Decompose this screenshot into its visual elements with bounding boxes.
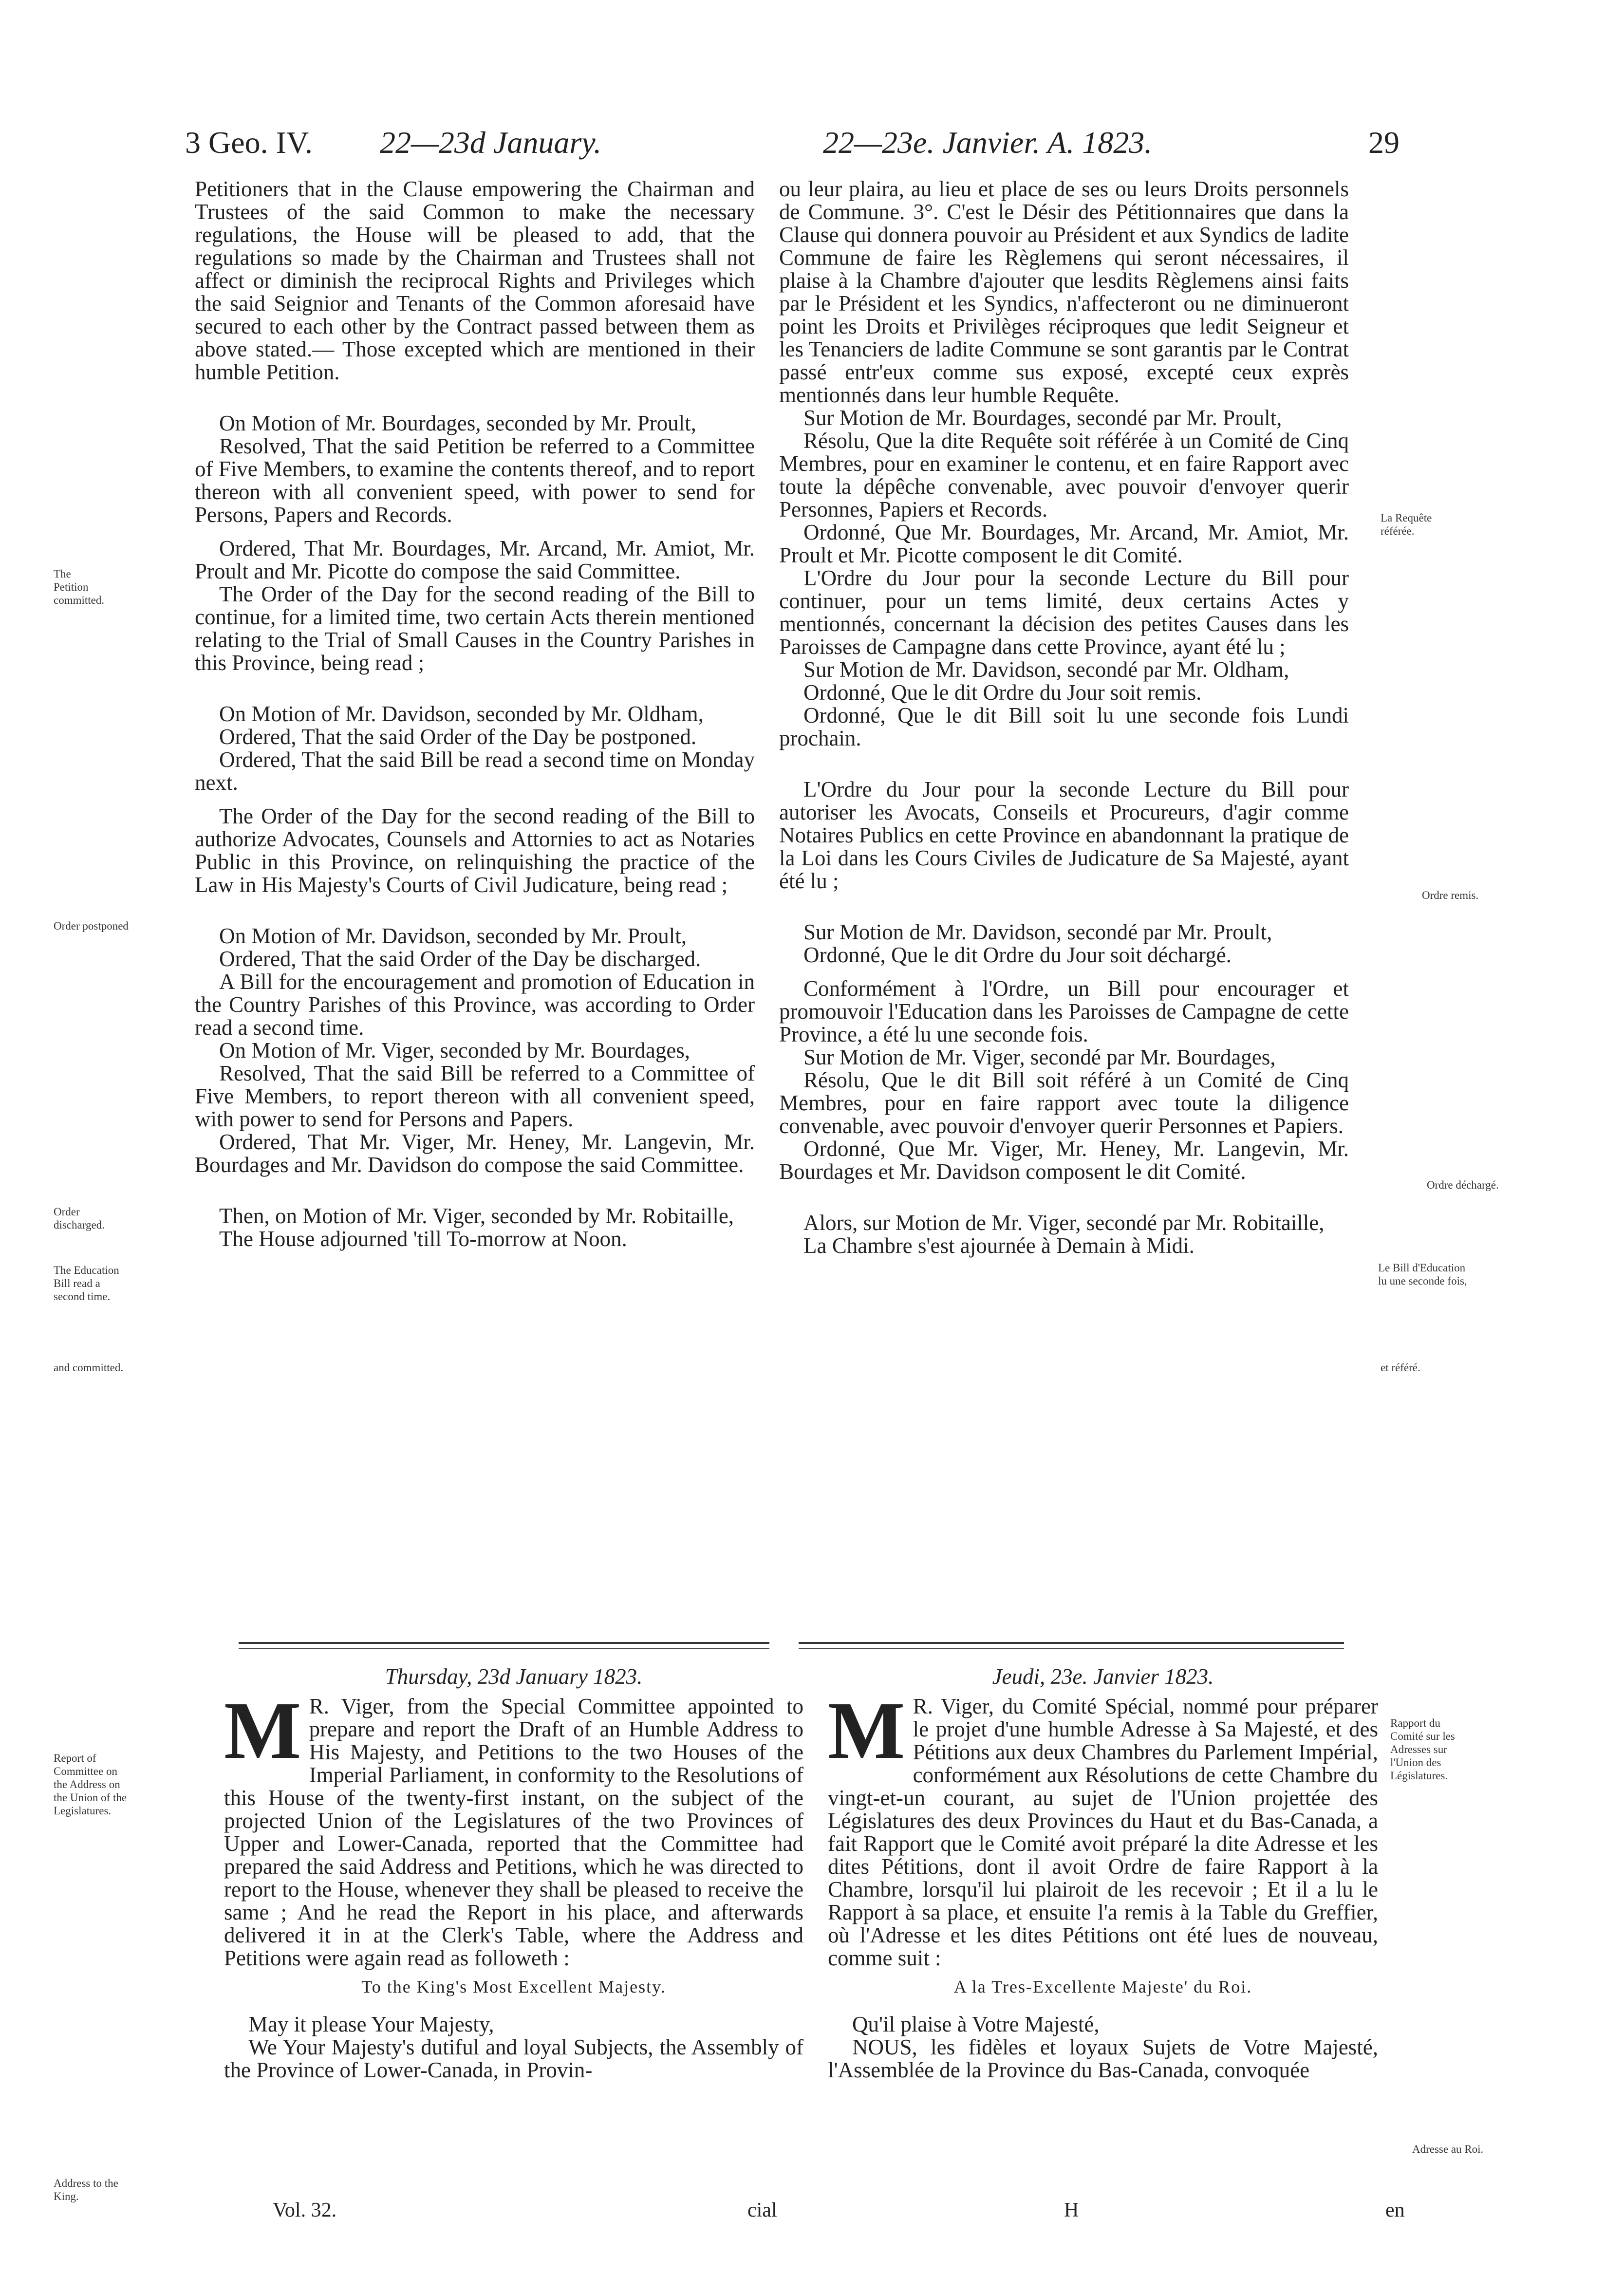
margin-note-requete-referee: La Requête référée. — [1381, 512, 1432, 537]
margin-note-ordre-decharge: Ordre déchargé. — [1427, 1179, 1499, 1191]
french-column-bottom — [828, 1665, 1378, 2082]
en-address-heading: To the King's Most Excellent Majesty. — [361, 1977, 666, 1996]
fr-dropcap: M — [828, 1685, 905, 1776]
fr-date-heading: Jeudi, 23e. Janvier 1823. — [992, 1664, 1214, 1689]
fr-order-day-2: L'Ordre du Jour pour la seconde Lecture du Bill pour autoriser les Avocats, Conseils et Procureurs, d'agir comme Notaires Publics en cette Province en abandonnant la pratique de la Loi dans les Cours Civiles de Judicature de Sa Majesté, ayant été lu ; — [779, 777, 1349, 893]
divider-rule-french-thin — [799, 1648, 1344, 1649]
fr-bill-education: Conformément à l'Ordre, un Bill pour encourager et promouvoir l'Education dans les Paroisses de Campagne de cette Province, a été lu une seconde fois. — [779, 976, 1349, 1046]
fr-ordered-1: Ordonné, Que Mr. Bourdages, Mr. Arcand, Mr. Amiot, Mr. Proult et Mr. Picotte composent le dit Comité. — [779, 520, 1349, 567]
en-order-day-2: The Order of the Day for the second reading of the Bill to authorize Advocates, Counsels and Attornies to act as Notaries Public in this Province, on relinquishing the practice of the Law in His Majesty's Courts of Civil Judicature, being read ; — [195, 804, 755, 897]
fr-resolved-1: Résolu, Que la dite Requête soit référée à un Comité de Cinq Membres, pour en examiner le contenu, et en faire Rapport avec toute la dépêche convenable, avec pouvoir d'envoyer querir Personnes, Papiers et Records. — [779, 429, 1349, 522]
margin-note-education-bill: The Education Bill read a second time. — [54, 1264, 119, 1303]
header-reign: 3 Geo. IV. — [185, 125, 313, 160]
fr-adjourned: La Chambre s'est ajournée à Demain à Midi. — [803, 1233, 1195, 1258]
en-we-your: We Your Majesty's dutiful and loyal Subjects, the Assembly of the Province of Lower-Canada, in Provin- — [224, 2035, 803, 2082]
margin-note-bill-education: Le Bill d'Education lu une seconde fois, — [1378, 1262, 1467, 1287]
margin-note-order-postponed: Order postponed — [54, 920, 129, 932]
en-motion-5: Then, on Motion of Mr. Viger, seconded by Mr. Robitaille, — [219, 1204, 734, 1228]
en-ordered-2: Ordered, That the said Order of the Day be postponed. — [219, 725, 697, 749]
fr-motion-4: Sur Motion de Mr. Viger, secondé par Mr. Bourdages, — [803, 1045, 1276, 1069]
en-ordered-5: Ordered, That Mr. Viger, Mr. Heney, Mr. Langevin, Mr. Bourdages and Mr. Davidson do compose the said Committee. — [195, 1130, 755, 1177]
margin-note-order-discharged: Order discharged. — [54, 1206, 105, 1231]
en-dropcap: M — [224, 1685, 301, 1776]
header-date-english: 22—23d January. — [380, 125, 602, 160]
en-intro: Petitioners that in the Clause empowering the Chairman and Trustees of the said Common to make the necessary regulations, the House will be pleased to add, that the regulations so made by the Chairman and Trustees shall not affect or diminish the reciprocal Rights and Privileges which the said Seignior and Tenants of the Common aforesaid have secured to each other by the Contract passed between them as above stated.— Those excepted which are mentioned in their humble Petition. — [195, 177, 755, 384]
divider-rule-english-thin — [239, 1648, 769, 1649]
fr-report: M R. Viger, du Comité Spécial, nommé pour préparer le projet d'une humble Adresse à Sa Majesté, et des Pétitions aux deux Chambres du Parlement Impérial, conformément aux Résolutions de cette Chambre du vingt-et-un courant, au sujet de l'Union projettée des Législatures des deux Provinces du Haut et du Bas-Canada, a fait Rapport que le Comité avoit préparé la dite Adresse et les dites Pétitions, dont il avoit Ordre de faire Rapport à la Chambre, lorsqu'il lui plairoit de les recevoir ; Et il a lu le Rapport à sa place, et ensuite l'a remis à la Table du Greffier, où l'Adresse et les dites Pétitions ont été lues de nouveau, comme suit : — [828, 1685, 1378, 1970]
fr-motion-2: Sur Motion de Mr. Davidson, secondé par Mr. Oldham, — [803, 657, 1289, 682]
fr-order-day-1: L'Ordre du Jour pour la seconde Lecture du Bill pour continuer, pour un tems limité, deux certains Actes y mentionnés, concernant la décision des petites Causes dans les Paroisses de Campagne dans cette Province, ayant été lu ; — [779, 566, 1349, 659]
en-date-heading: Thursday, 23d January 1823. — [385, 1664, 643, 1689]
margin-note-ordre-remis: Ordre remis. — [1422, 889, 1479, 901]
fr-intro: ou leur plaira, au lieu et place de ses ou leurs Droits personnels de Commune. 3°. C'est le Désir des Pétitionnaires que dans la Clause qui donnera pouvoir au Président et aux Syndics de ladite Commune de faire les Règlemens qui seront nécessaires, il plaise à la Chambre d'ajouter que lesdits Règlemens ainsi faits par le Président et les Syndics, n'affecteront ou ne diminueront point les Droits et Privilèges réciproques que ledit Seigneur et les Tenanciers de ladite Commune se sont garantis par le Contrat passé entr'eux comme sus exposé, excepté ceux exprès mentionnés dans leur humble Requête. — [779, 177, 1349, 407]
margin-note-adresse-roi: Adresse au Roi. — [1412, 2143, 1484, 2155]
en-motion-1: On Motion of Mr. Bourdages, seconded by Mr. Proult, — [219, 411, 696, 435]
en-resolved-1: Resolved, That the said Petition be referred to a Committee of Five Members, to examine the contents thereof, and to report thereon with all convenient speed, with power to send for Persons, Papers and Records. — [195, 434, 755, 527]
margin-note-address-king: Address to the King. — [54, 2177, 118, 2202]
fr-may-please: Qu'il plaise à Votre Majesté, — [852, 2012, 1100, 2036]
footer-english-catchword: cial — [747, 2199, 777, 2221]
en-report: M R. Viger, from the Special Committee appointed to prepare and report the Draft of an Humble Address to His Majesty, and Petitions to the two Houses of the Imperial Parliament, in conformity to the Resolutions of this House of the twenty-first instant, on the subject of the projected Union of the Legislatures of the two Provinces of Upper and Lower-Canada, reported that the Committee had prepared the said Address and Petitions, which he was directed to report to the House, whenever they shall be pleased to receive the same ; And he read the Report in his place, and afterwards delivered it in at the Clerk's Table, where the Address and Petitions were again read as followeth : — [224, 1685, 803, 1970]
en-may-please: May it please Your Majesty, — [248, 2012, 494, 2036]
en-bill-education: A Bill for the encouragement and promotion of Education in the Country Parishes of this Province, was according to Order read a second time. — [195, 970, 755, 1040]
fr-ordered-3: Ordonné, Que le dit Bill soit lu une seconde fois Lundi prochain. — [779, 703, 1349, 750]
header-date-french: 22—23e. Janvier. A. 1823. — [823, 125, 1153, 160]
margin-note-committed: and committed. — [54, 1361, 124, 1374]
en-motion-3: On Motion of Mr. Davidson, seconded by Mr. Proult, — [219, 924, 687, 948]
margin-note-petition-committed: The Petition committed. — [54, 568, 105, 606]
margin-note-et-refere: et référé. — [1381, 1361, 1420, 1374]
footer-signature: H — [1064, 2199, 1079, 2221]
english-column-top — [195, 178, 755, 1250]
en-ordered-1: Ordered, That Mr. Bourdages, Mr. Arcand, Mr. Amiot, Mr. Proult and Mr. Picotte do compose the said Committee. — [195, 536, 755, 583]
page-number: 29 — [1368, 125, 1400, 160]
margin-note-rapport-comite: Rapport du Comité sur les Adresses sur l'Union des Législatures. — [1390, 1717, 1455, 1782]
fr-ordered-2: Ordonné, Que le dit Ordre du Jour soit remis. — [803, 680, 1202, 705]
fr-ordered-5: Ordonné, Que Mr. Viger, Mr. Heney, Mr. Langevin, Mr. Bourdages et Mr. Davidson composent le dit Comité. — [779, 1137, 1349, 1184]
en-resolved-2: Resolved, That the said Bill be referred to a Committee of Five Members, to report thereon with all convenient speed, with power to send for Persons and Papers. — [195, 1061, 755, 1131]
divider-rule-french — [799, 1642, 1344, 1644]
footer-volume: Vol. 32. — [273, 2199, 337, 2221]
en-ordered-3: Ordered, That the said Bill be read a second time on Monday next. — [195, 747, 755, 795]
en-motion-4: On Motion of Mr. Viger, seconded by Mr. Bourdages, — [219, 1038, 691, 1063]
fr-motion-1: Sur Motion de Mr. Bourdages, secondé par Mr. Proult, — [803, 406, 1282, 430]
en-motion-2: On Motion of Mr. Davidson, seconded by Mr. Oldham, — [219, 702, 704, 726]
fr-motion-3: Sur Motion de Mr. Davidson, secondé par Mr. Proult, — [803, 920, 1272, 944]
fr-motion-5: Alors, sur Motion de Mr. Viger, secondé par Mr. Robitaille, — [803, 1211, 1325, 1235]
en-adjourned: The House adjourned 'till To-morrow at Noon. — [219, 1227, 627, 1251]
en-order-day-1: The Order of the Day for the second reading of the Bill to continue, for a limited time, two certain Acts therein mentioned relating to the Trial of Small Causes in the Country Parishes in this Province, being read ; — [195, 582, 755, 675]
fr-ordered-4: Ordonné, Que le dit Ordre du Jour soit déchargé. — [803, 943, 1232, 967]
english-column-bottom — [224, 1665, 803, 2082]
french-column-top — [779, 178, 1349, 1257]
margin-note-report-committee: Report of Committee on the Address on the Union of the Legislatures. — [54, 1752, 127, 1817]
fr-resolved-2: Résolu, Que le dit Bill soit référé à un Comité de Cinq Membres, pour en faire rapport avec toute la diligence convenable, avec pouvoir d'envoyer querir Personnes et Papiers. — [779, 1068, 1349, 1138]
fr-we-your: NOUS, les fidèles et loyaux Sujets de Votre Majesté, l'Assemblée de la Province du Bas-Canada, convoquée — [828, 2035, 1378, 2082]
footer-french-catchword: en — [1385, 2199, 1405, 2221]
fr-address-heading: A la Tres-Excellente Majeste' du Roi. — [953, 1977, 1252, 1996]
en-ordered-4: Ordered, That the said Order of the Day be discharged. — [219, 947, 701, 971]
divider-rule-english — [239, 1642, 769, 1644]
